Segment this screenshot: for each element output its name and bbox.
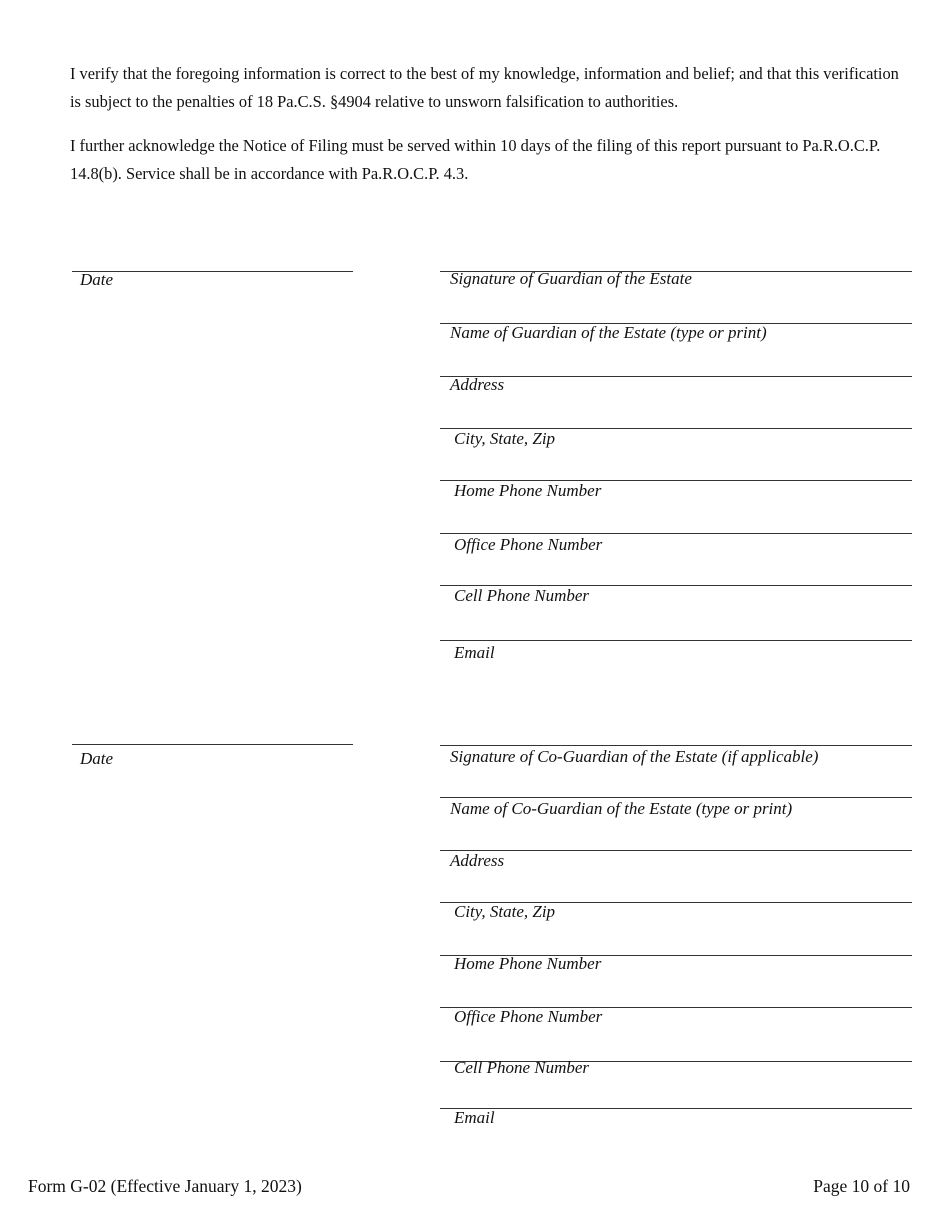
co-guardian-signature-line[interactable] xyxy=(440,745,912,746)
date-line[interactable] xyxy=(72,271,353,272)
date-line[interactable] xyxy=(72,744,353,745)
co-guardian-cell-phone-label: Cell Phone Number xyxy=(454,1058,590,1077)
guardian-email-line[interactable] xyxy=(440,640,912,641)
form-id: Form G-02 (Effective January 1, 2023) xyxy=(28,1176,302,1196)
guardian-address-line[interactable] xyxy=(440,376,912,377)
co-guardian-home-phone-label: Home Phone Number xyxy=(454,954,602,973)
guardian-cell-phone-label: Cell Phone Number xyxy=(454,586,590,605)
page-number: Page 10 of 10 xyxy=(813,1176,910,1196)
co-guardian-name-line[interactable] xyxy=(440,797,912,798)
guardian-city-label: City, State, Zip xyxy=(454,429,556,448)
guardian-office-phone-line[interactable] xyxy=(440,533,912,534)
co-guardian-address-label: Address xyxy=(450,851,505,870)
co-guardian-email-label: Email xyxy=(454,1108,495,1127)
co-guardian-address-line[interactable] xyxy=(440,850,912,851)
guardian-signature-label: Signature of Guardian of the Estate xyxy=(450,269,692,288)
guardian-name-label: Name of Guardian of the Estate (type or print) xyxy=(450,323,767,342)
co-guardian-office-phone-label: Office Phone Number xyxy=(454,1007,603,1026)
date-label: Date xyxy=(80,749,114,768)
notice-paragraph: I further acknowledge the Notice of Filing must be served within 10 days of the filing of this report pursuant to Pa.R.O.C.P. 14.8(b). Service shall be in accordance with Pa.R.O.C.P. 4.3. xyxy=(70,136,881,183)
guardian-home-phone-label: Home Phone Number xyxy=(454,481,602,500)
co-guardian-name-label: Name of Co-Guardian of the Estate (type or print) xyxy=(450,799,793,818)
guardian-office-phone-label: Office Phone Number xyxy=(454,535,603,554)
co-guardian-email-line[interactable] xyxy=(440,1108,912,1109)
guardian-address-label: Address xyxy=(450,375,505,394)
verification-paragraph: I verify that the foregoing information is correct to the best of my knowledge, information and belief; and that this verification is subject to the penalties of 18 Pa.C.S. §4904 relative to unsworn falsification to authorities. xyxy=(70,64,899,111)
co-guardian-signature-label: Signature of Co-Guardian of the Estate (if applicable) xyxy=(450,747,819,766)
guardian-email-label: Email xyxy=(454,643,495,662)
date-label: Date xyxy=(80,270,114,289)
co-guardian-city-label: City, State, Zip xyxy=(454,902,556,921)
